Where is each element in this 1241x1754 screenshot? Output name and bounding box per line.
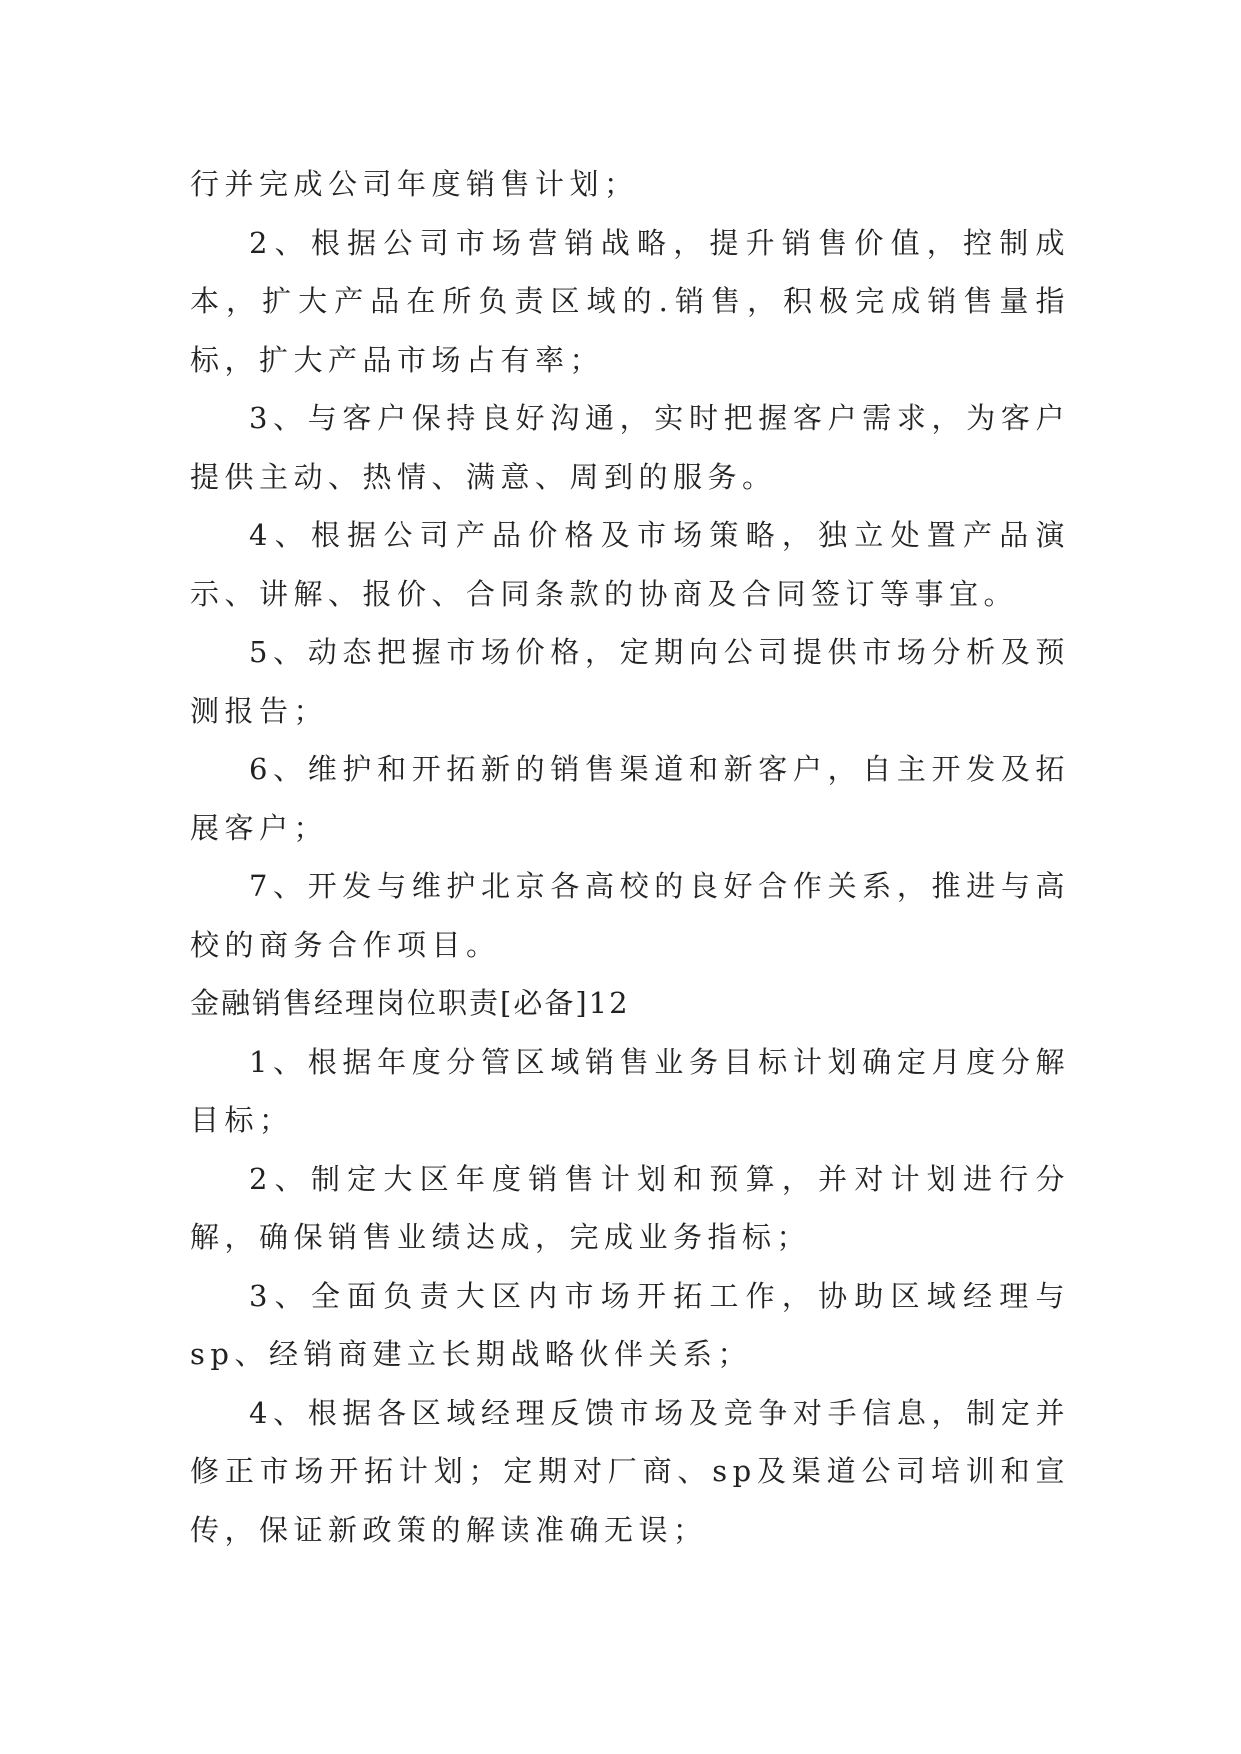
duty-item: 6、维护和开拓新的销售渠道和新客户，自主开发及拓展客户； [190,752,1070,845]
duty-item: 7、开发与维护北京各高校的良好合作关系，推进与高校的商务合作项目。 [190,869,1070,962]
duty-item: 2、根据公司市场营销战略，提升销售价值，控制成本，扩大产品在所负责区域的.销售，积极完成销售量指标，扩大产品市场占有率； [190,225,1070,377]
duty-item: 3、全面负责大区内市场开拓工作，协助区域经理与sp、经销商建立长期战略伙伴关系； [190,1278,1070,1371]
duty-item: 4、根据各区域经理反馈市场及竞争对手信息，制定并修正市场开拓计划；定期对厂商、sp及渠道公司培训和宣传，保证新政策的解读准确无误； [190,1395,1070,1547]
duty-item: 4、根据公司产品价格及市场策略，独立处置产品演示、讲解、报价、合同条款的协商及合同签订等事宜。 [190,518,1070,611]
duty-item: 3、与客户保持良好沟通，实时把握客户需求，为客户提供主动、热情、满意、周到的服务。 [190,401,1070,494]
section-heading: 金融销售经理岗位职责[必备]12 [190,986,630,1020]
duty-item: 2、制定大区年度销售计划和预算，并对计划进行分解，确保销售业绩达成，完成业务指标； [190,1161,1070,1254]
continuation-paragraph: 行并完成公司年度销售计划； [190,167,639,201]
duty-item: 1、根据年度分管区域销售业务目标计划确定月度分解目标； [190,1044,1070,1137]
document-body [190,155,1070,1559]
duty-item: 5、动态把握市场价格，定期向公司提供市场分析及预测报告； [190,635,1070,728]
